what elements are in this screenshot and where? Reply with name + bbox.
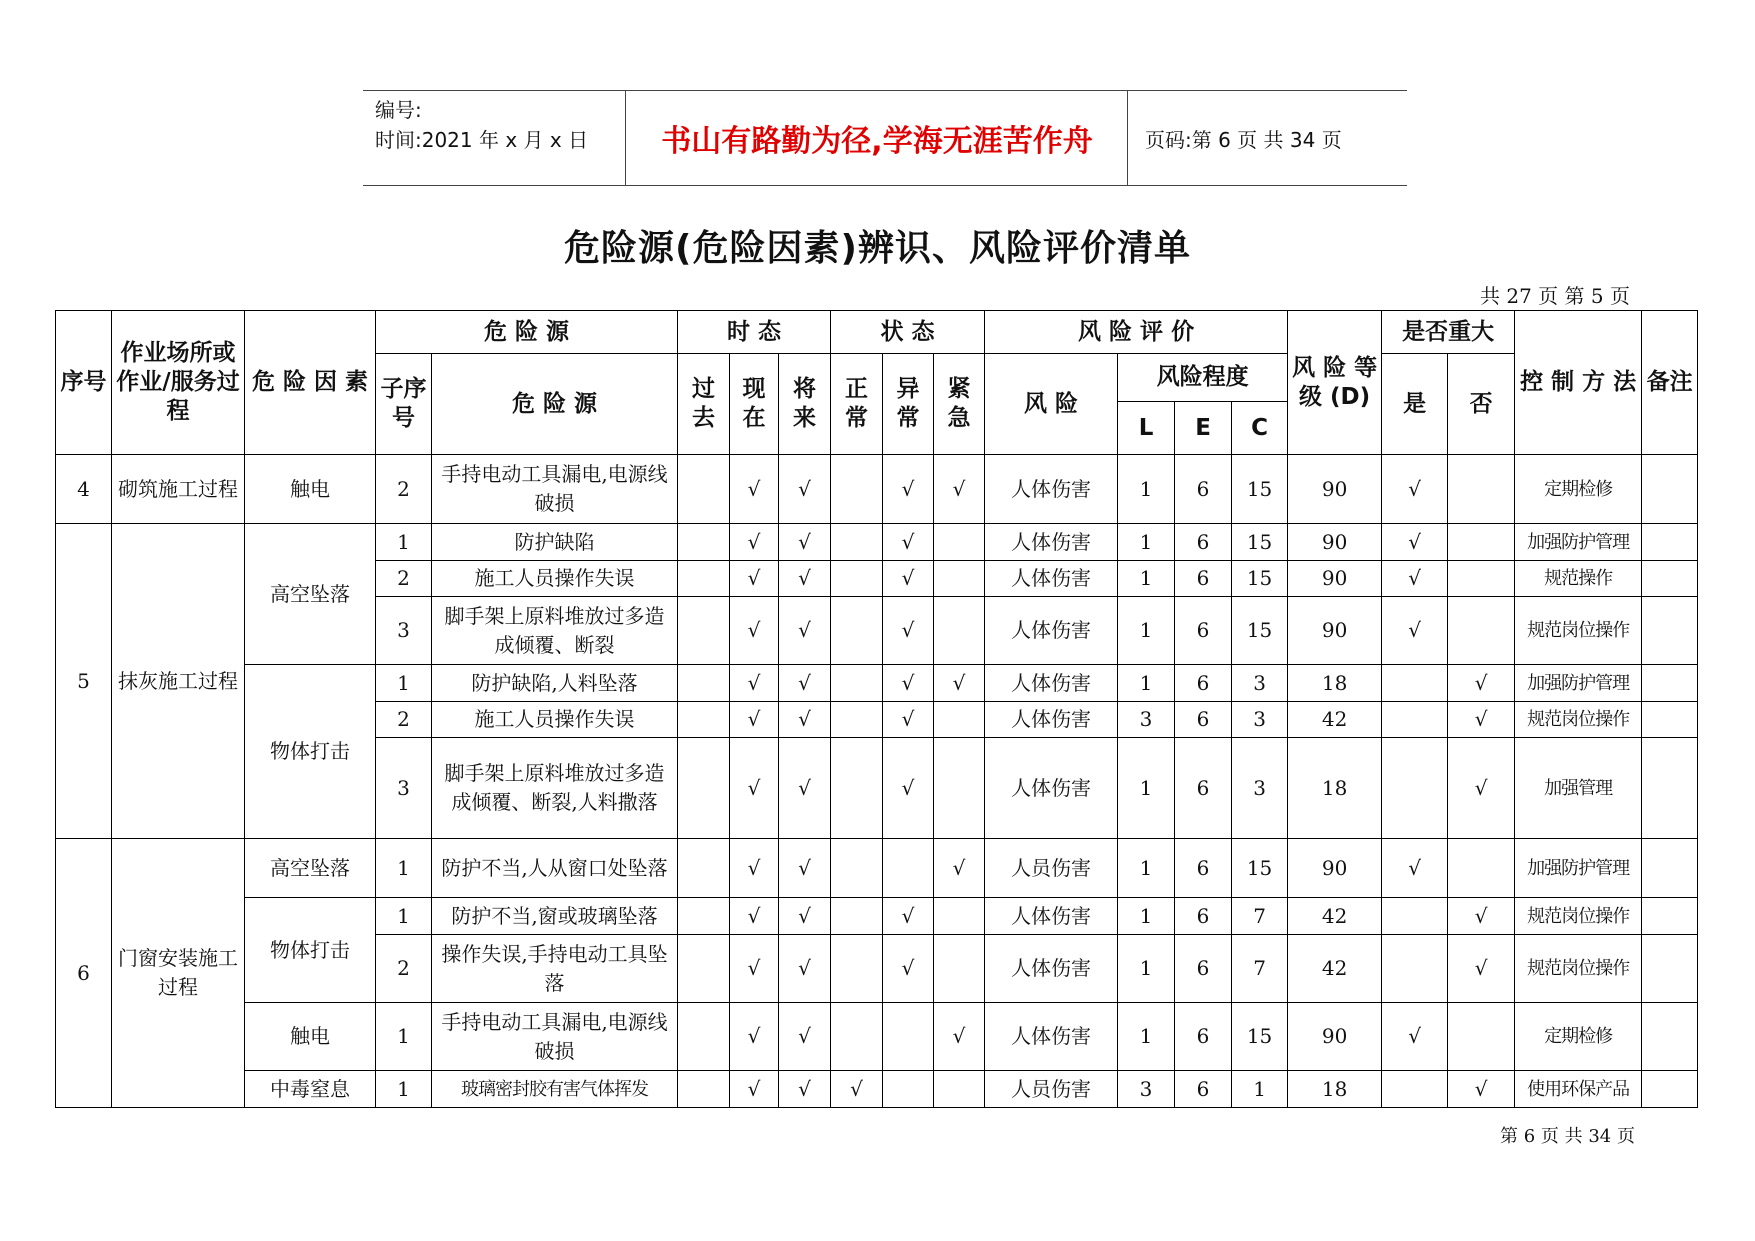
cell-E: 6 xyxy=(1175,597,1232,665)
cell-abnormal: √ xyxy=(883,738,934,839)
table-row xyxy=(56,1071,1698,1108)
cell-yes xyxy=(1382,1071,1448,1108)
cell-normal xyxy=(831,665,883,702)
cell-no xyxy=(1448,455,1515,524)
cell-sub: 1 xyxy=(376,898,432,935)
col-normal: 正常 xyxy=(831,354,883,455)
cell-abnormal: √ xyxy=(883,702,934,738)
cell-factor: 物体打击 xyxy=(245,665,376,839)
cell-now: √ xyxy=(730,702,779,738)
cell-now: √ xyxy=(730,597,779,665)
cell-emergency xyxy=(934,738,985,839)
cell-C: 3 xyxy=(1232,702,1288,738)
cell-now: √ xyxy=(730,1003,779,1071)
table-header xyxy=(56,311,1698,455)
cell-remark xyxy=(1642,524,1698,561)
cell-future: √ xyxy=(779,1071,831,1108)
cell-D: 42 xyxy=(1288,702,1382,738)
cell-risk: 人员伤害 xyxy=(985,1071,1118,1108)
cell-C: 15 xyxy=(1232,1003,1288,1071)
cell-future: √ xyxy=(779,561,831,597)
cell-past xyxy=(678,898,730,935)
cell-D: 90 xyxy=(1288,1003,1382,1071)
cell-normal xyxy=(831,738,883,839)
col-factor: 危 险 因 素 xyxy=(245,311,376,455)
cell-no xyxy=(1448,524,1515,561)
cell-normal xyxy=(831,597,883,665)
cell-emergency: √ xyxy=(934,839,985,898)
cell-L: 1 xyxy=(1118,738,1175,839)
cell-abnormal: √ xyxy=(883,935,934,1003)
cell-remark xyxy=(1642,1071,1698,1108)
cell-normal xyxy=(831,561,883,597)
cell-future: √ xyxy=(779,898,831,935)
col-no: 否 xyxy=(1448,354,1515,455)
cell-past xyxy=(678,597,730,665)
cell-hazard: 脚手架上原料堆放过多造成倾覆、断裂,人料撒落 xyxy=(432,738,678,839)
cell-D: 90 xyxy=(1288,561,1382,597)
cell-E: 6 xyxy=(1175,455,1232,524)
cell-sub: 3 xyxy=(376,597,432,665)
cell-abnormal: √ xyxy=(883,524,934,561)
table-row xyxy=(56,1003,1698,1071)
cell-D: 18 xyxy=(1288,665,1382,702)
cell-control: 规范岗位操作 xyxy=(1515,597,1642,665)
cell-hazard: 防护不当,窗或玻璃坠落 xyxy=(432,898,678,935)
cell-hazard: 玻璃密封胶有害气体挥发 xyxy=(432,1071,678,1108)
cell-abnormal: √ xyxy=(883,455,934,524)
cell-abnormal: √ xyxy=(883,561,934,597)
cell-now: √ xyxy=(730,561,779,597)
cell-past xyxy=(678,561,730,597)
col-abnormal: 异常 xyxy=(883,354,934,455)
cell-no: √ xyxy=(1448,898,1515,935)
cell-L: 3 xyxy=(1118,702,1175,738)
cell-yes xyxy=(1382,738,1448,839)
cell-remark xyxy=(1642,455,1698,524)
cell-control: 规范操作 xyxy=(1515,561,1642,597)
cell-control: 规范岗位操作 xyxy=(1515,702,1642,738)
cell-control: 规范岗位操作 xyxy=(1515,935,1642,1003)
cell-remark xyxy=(1642,561,1698,597)
cell-hazard: 防护缺陷 xyxy=(432,524,678,561)
cell-factor: 触电 xyxy=(245,1003,376,1071)
cell-no xyxy=(1448,597,1515,665)
table-row xyxy=(56,455,1698,524)
cell-no: √ xyxy=(1448,738,1515,839)
cell-C: 15 xyxy=(1232,455,1288,524)
cell-risk: 人体伤害 xyxy=(985,455,1118,524)
cell-sub: 1 xyxy=(376,1071,432,1108)
cell-factor: 触电 xyxy=(245,455,376,524)
cell-emergency: √ xyxy=(934,665,985,702)
cell-remark xyxy=(1642,1003,1698,1071)
cell-past xyxy=(678,839,730,898)
cell-risk: 人体伤害 xyxy=(985,524,1118,561)
cell-L: 1 xyxy=(1118,839,1175,898)
cell-D: 42 xyxy=(1288,935,1382,1003)
cell-risk: 人员伤害 xyxy=(985,839,1118,898)
cell-L: 1 xyxy=(1118,524,1175,561)
cell-yes xyxy=(1382,935,1448,1003)
cell-normal xyxy=(831,898,883,935)
cell-no xyxy=(1448,1003,1515,1071)
cell-control: 加强防护管理 xyxy=(1515,665,1642,702)
cell-E: 6 xyxy=(1175,561,1232,597)
cell-risk: 人体伤害 xyxy=(985,1003,1118,1071)
cell-yes xyxy=(1382,898,1448,935)
page-indicator-top: 共 27 页 第 5 页 xyxy=(1480,284,1630,308)
cell-sub: 1 xyxy=(376,665,432,702)
cell-future: √ xyxy=(779,839,831,898)
cell-normal: √ xyxy=(831,1071,883,1108)
cell-abnormal: √ xyxy=(883,898,934,935)
cell-yes: √ xyxy=(1382,839,1448,898)
cell-D: 90 xyxy=(1288,839,1382,898)
cell-seq: 6 xyxy=(56,839,112,1108)
cell-risk: 人体伤害 xyxy=(985,935,1118,1003)
cell-past xyxy=(678,738,730,839)
cell-future: √ xyxy=(779,702,831,738)
cell-risk: 人体伤害 xyxy=(985,561,1118,597)
cell-seq: 5 xyxy=(56,524,112,839)
col-emergency: 紧急 xyxy=(934,354,985,455)
cell-hazard: 操作失误,手持电动工具坠落 xyxy=(432,935,678,1003)
cell-hazard: 防护不当,人从窗口处坠落 xyxy=(432,839,678,898)
cell-E: 6 xyxy=(1175,898,1232,935)
col-risk: 风 险 xyxy=(985,354,1118,455)
cell-yes: √ xyxy=(1382,1003,1448,1071)
header-divider xyxy=(625,91,626,185)
cell-yes: √ xyxy=(1382,597,1448,665)
cell-remark xyxy=(1642,665,1698,702)
cell-hazard: 防护缺陷,人料坠落 xyxy=(432,665,678,702)
cell-process: 抹灰施工过程 xyxy=(112,524,245,839)
cell-L: 1 xyxy=(1118,1003,1175,1071)
cell-abnormal: √ xyxy=(883,597,934,665)
time-label: 时间:2021 年 x 月 x 日 xyxy=(375,128,589,152)
cell-C: 15 xyxy=(1232,524,1288,561)
cell-now: √ xyxy=(730,738,779,839)
cell-emergency xyxy=(934,1071,985,1108)
page-code: 页码:第 6 页 共 34 页 xyxy=(1145,127,1342,152)
cell-now: √ xyxy=(730,524,779,561)
col-now: 现在 xyxy=(730,354,779,455)
table-row xyxy=(56,839,1698,898)
col-E: E xyxy=(1175,402,1232,455)
cell-emergency xyxy=(934,524,985,561)
cell-abnormal xyxy=(883,1003,934,1071)
col-remark: 备注 xyxy=(1642,311,1698,455)
cell-factor: 物体打击 xyxy=(245,898,376,1003)
cell-factor: 高空坠落 xyxy=(245,524,376,665)
cell-past xyxy=(678,935,730,1003)
cell-L: 1 xyxy=(1118,561,1175,597)
cell-C: 15 xyxy=(1232,561,1288,597)
cell-D: 18 xyxy=(1288,1071,1382,1108)
cell-C: 1 xyxy=(1232,1071,1288,1108)
cell-sub: 3 xyxy=(376,738,432,839)
col-L: L xyxy=(1118,402,1175,455)
cell-process: 门窗安装施工过程 xyxy=(112,839,245,1108)
col-hazard: 危 险 源 xyxy=(432,354,678,455)
cell-E: 6 xyxy=(1175,665,1232,702)
cell-hazard: 施工人员操作失误 xyxy=(432,561,678,597)
cell-D: 90 xyxy=(1288,597,1382,665)
cell-process: 砌筑施工过程 xyxy=(112,455,245,524)
cell-D: 42 xyxy=(1288,898,1382,935)
col-state: 状 态 xyxy=(831,311,985,354)
cell-normal xyxy=(831,455,883,524)
cell-now: √ xyxy=(730,455,779,524)
cell-remark xyxy=(1642,839,1698,898)
cell-no: √ xyxy=(1448,702,1515,738)
cell-future: √ xyxy=(779,1003,831,1071)
cell-emergency xyxy=(934,702,985,738)
header-divider xyxy=(1127,91,1128,185)
cell-C: 7 xyxy=(1232,935,1288,1003)
col-future: 将来 xyxy=(779,354,831,455)
cell-L: 1 xyxy=(1118,898,1175,935)
cell-risk: 人体伤害 xyxy=(985,597,1118,665)
cell-future: √ xyxy=(779,665,831,702)
cell-emergency: √ xyxy=(934,455,985,524)
page-indicator-bottom: 第 6 页 共 34 页 xyxy=(1500,1126,1635,1147)
cell-E: 6 xyxy=(1175,1071,1232,1108)
cell-sub: 1 xyxy=(376,839,432,898)
cell-future: √ xyxy=(779,455,831,524)
cell-control: 加强防护管理 xyxy=(1515,524,1642,561)
col-yes: 是 xyxy=(1382,354,1448,455)
cell-past xyxy=(678,524,730,561)
cell-no xyxy=(1448,561,1515,597)
cell-now: √ xyxy=(730,665,779,702)
cell-hazard: 手持电动工具漏电,电源线破损 xyxy=(432,455,678,524)
cell-remark xyxy=(1642,898,1698,935)
cell-E: 6 xyxy=(1175,839,1232,898)
table-row xyxy=(56,524,1698,561)
col-C: C xyxy=(1232,402,1288,455)
cell-yes: √ xyxy=(1382,561,1448,597)
cell-L: 3 xyxy=(1118,1071,1175,1108)
cell-past xyxy=(678,1003,730,1071)
cell-abnormal xyxy=(883,839,934,898)
cell-emergency xyxy=(934,935,985,1003)
cell-C: 15 xyxy=(1232,597,1288,665)
cell-remark xyxy=(1642,935,1698,1003)
cell-no: √ xyxy=(1448,665,1515,702)
cell-past xyxy=(678,1071,730,1108)
cell-future: √ xyxy=(779,597,831,665)
cell-abnormal: √ xyxy=(883,665,934,702)
col-control: 控 制 方 法 xyxy=(1515,311,1642,455)
cell-yes: √ xyxy=(1382,524,1448,561)
cell-past xyxy=(678,665,730,702)
cell-C: 7 xyxy=(1232,898,1288,935)
col-degree: 风险程度 xyxy=(1118,354,1288,402)
col-past: 过去 xyxy=(678,354,730,455)
col-level: 风 险 等 级 (D) xyxy=(1288,311,1382,455)
document-header xyxy=(363,90,1407,186)
cell-normal xyxy=(831,839,883,898)
cell-no: √ xyxy=(1448,935,1515,1003)
cell-future: √ xyxy=(779,524,831,561)
cell-yes xyxy=(1382,665,1448,702)
cell-no xyxy=(1448,839,1515,898)
table-row xyxy=(56,665,1698,702)
cell-D: 18 xyxy=(1288,738,1382,839)
cell-control: 加强防护管理 xyxy=(1515,839,1642,898)
cell-emergency: √ xyxy=(934,1003,985,1071)
cell-control: 使用环保产品 xyxy=(1515,1071,1642,1108)
cell-hazard: 施工人员操作失误 xyxy=(432,702,678,738)
cell-now: √ xyxy=(730,839,779,898)
cell-E: 6 xyxy=(1175,524,1232,561)
header-meta xyxy=(375,95,625,155)
cell-seq: 4 xyxy=(56,455,112,524)
cell-C: 3 xyxy=(1232,665,1288,702)
cell-E: 6 xyxy=(1175,702,1232,738)
cell-C: 15 xyxy=(1232,839,1288,898)
col-seq: 序号 xyxy=(56,311,112,455)
cell-normal xyxy=(831,702,883,738)
cell-future: √ xyxy=(779,738,831,839)
cell-remark xyxy=(1642,738,1698,839)
cell-control: 定期检修 xyxy=(1515,455,1642,524)
cell-risk: 人体伤害 xyxy=(985,898,1118,935)
number-label: 编号: xyxy=(375,98,422,122)
cell-hazard: 脚手架上原料堆放过多造成倾覆、断裂 xyxy=(432,597,678,665)
cell-sub: 2 xyxy=(376,935,432,1003)
document-title: 危险源(危险因素)辨识、风险评价清单 xyxy=(564,228,1191,269)
col-risk-eval: 风 险 评 价 xyxy=(985,311,1288,354)
col-tense: 时 态 xyxy=(678,311,831,354)
hazard-table xyxy=(55,310,1698,1108)
cell-C: 3 xyxy=(1232,738,1288,839)
cell-L: 1 xyxy=(1118,665,1175,702)
cell-risk: 人体伤害 xyxy=(985,665,1118,702)
cell-now: √ xyxy=(730,935,779,1003)
cell-L: 1 xyxy=(1118,455,1175,524)
cell-emergency xyxy=(934,898,985,935)
cell-sub: 1 xyxy=(376,524,432,561)
cell-control: 定期检修 xyxy=(1515,1003,1642,1071)
cell-risk: 人体伤害 xyxy=(985,702,1118,738)
cell-E: 6 xyxy=(1175,1003,1232,1071)
slogan: 书山有路勤为径,学海无涯苦作舟 xyxy=(661,124,1093,159)
cell-sub: 1 xyxy=(376,1003,432,1071)
table-body xyxy=(56,455,1698,1108)
cell-remark xyxy=(1642,702,1698,738)
cell-now: √ xyxy=(730,898,779,935)
cell-emergency xyxy=(934,561,985,597)
col-hazard-group: 危 险 源 xyxy=(376,311,678,354)
cell-D: 90 xyxy=(1288,455,1382,524)
cell-past xyxy=(678,455,730,524)
cell-normal xyxy=(831,1003,883,1071)
cell-factor: 中毒窒息 xyxy=(245,1071,376,1108)
cell-control: 规范岗位操作 xyxy=(1515,898,1642,935)
table-row xyxy=(56,898,1698,935)
cell-E: 6 xyxy=(1175,738,1232,839)
cell-no: √ xyxy=(1448,1071,1515,1108)
cell-sub: 2 xyxy=(376,455,432,524)
cell-D: 90 xyxy=(1288,524,1382,561)
cell-abnormal xyxy=(883,1071,934,1108)
cell-normal xyxy=(831,524,883,561)
cell-remark xyxy=(1642,597,1698,665)
cell-future: √ xyxy=(779,935,831,1003)
cell-yes xyxy=(1382,702,1448,738)
cell-emergency xyxy=(934,597,985,665)
col-process: 作业场所或作业/服务过程 xyxy=(112,311,245,455)
cell-E: 6 xyxy=(1175,935,1232,1003)
cell-yes: √ xyxy=(1382,455,1448,524)
col-major: 是否重大 xyxy=(1382,311,1515,354)
col-sub-seq: 子序号 xyxy=(376,354,432,455)
cell-sub: 2 xyxy=(376,561,432,597)
cell-risk: 人体伤害 xyxy=(985,738,1118,839)
cell-factor: 高空坠落 xyxy=(245,839,376,898)
cell-L: 1 xyxy=(1118,597,1175,665)
cell-normal xyxy=(831,935,883,1003)
cell-control: 加强管理 xyxy=(1515,738,1642,839)
cell-sub: 2 xyxy=(376,702,432,738)
cell-L: 1 xyxy=(1118,935,1175,1003)
cell-hazard: 手持电动工具漏电,电源线破损 xyxy=(432,1003,678,1071)
cell-now: √ xyxy=(730,1071,779,1108)
cell-past xyxy=(678,702,730,738)
